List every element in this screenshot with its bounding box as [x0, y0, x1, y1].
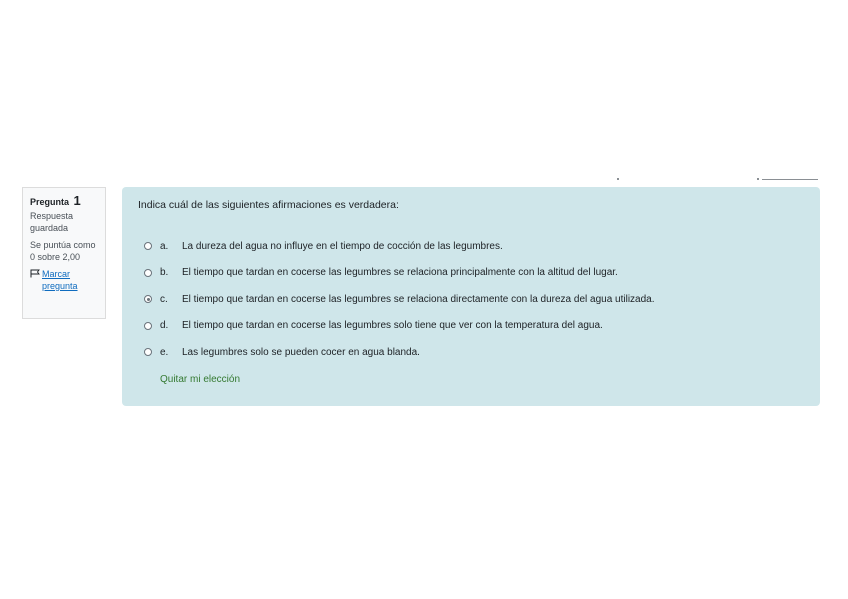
- option-text[interactable]: El tiempo que tardan en cocerse las legumbres solo tiene que ver con la temperatura del agua.: [182, 320, 603, 332]
- question-info-panel: [22, 187, 106, 319]
- flag-question-link[interactable]: [30, 268, 98, 292]
- option-text[interactable]: El tiempo que tardan en cocerse las legumbres se relaciona principalmente con la altitud del lugar.: [182, 267, 618, 279]
- option-text[interactable]: El tiempo que tardan en cocerse las legumbres se relaciona directamente con la dureza del agua utilizada.: [182, 293, 655, 305]
- question-number-value: 1: [73, 193, 81, 208]
- decorative-dot: [757, 178, 759, 180]
- answer-options: [138, 233, 804, 366]
- answer-option-c[interactable]: [138, 286, 804, 313]
- question-number: [30, 195, 98, 208]
- radio-c[interactable]: [144, 295, 152, 303]
- flag-icon: [30, 269, 40, 278]
- radio-b[interactable]: [144, 269, 152, 277]
- question-grade: Se puntúa como 0 sobre 2,00: [30, 240, 96, 262]
- decorative-dot: [617, 178, 619, 180]
- radio-a[interactable]: [144, 242, 152, 250]
- option-letter: b.: [160, 267, 169, 279]
- answer-option-e[interactable]: [138, 339, 804, 366]
- question-content: [122, 187, 820, 406]
- question-label: Pregunta: [30, 197, 70, 207]
- option-letter: e.: [160, 346, 169, 358]
- option-letter: a.: [160, 240, 169, 252]
- option-text[interactable]: Las legumbres solo se pueden cocer en agua blanda.: [182, 346, 420, 358]
- answer-option-a[interactable]: [138, 233, 804, 260]
- radio-e[interactable]: [144, 348, 152, 356]
- answer-option-b[interactable]: [138, 260, 804, 287]
- question-state: Respuesta guardada: [30, 211, 74, 233]
- option-text[interactable]: La dureza del agua no influye en el tiempo de cocción de las legumbres.: [182, 240, 503, 252]
- flag-question-label[interactable]: Marcar pregunta: [42, 269, 78, 291]
- question-text: Indica cuál de las siguientes afirmaciones es verdadera:: [138, 199, 399, 211]
- option-letter: c.: [160, 293, 168, 305]
- divider: [762, 179, 818, 180]
- clear-choice-link[interactable]: Quitar mi elección: [160, 373, 241, 385]
- radio-d[interactable]: [144, 322, 152, 330]
- option-letter: d.: [160, 320, 169, 332]
- answer-option-d[interactable]: [138, 313, 804, 340]
